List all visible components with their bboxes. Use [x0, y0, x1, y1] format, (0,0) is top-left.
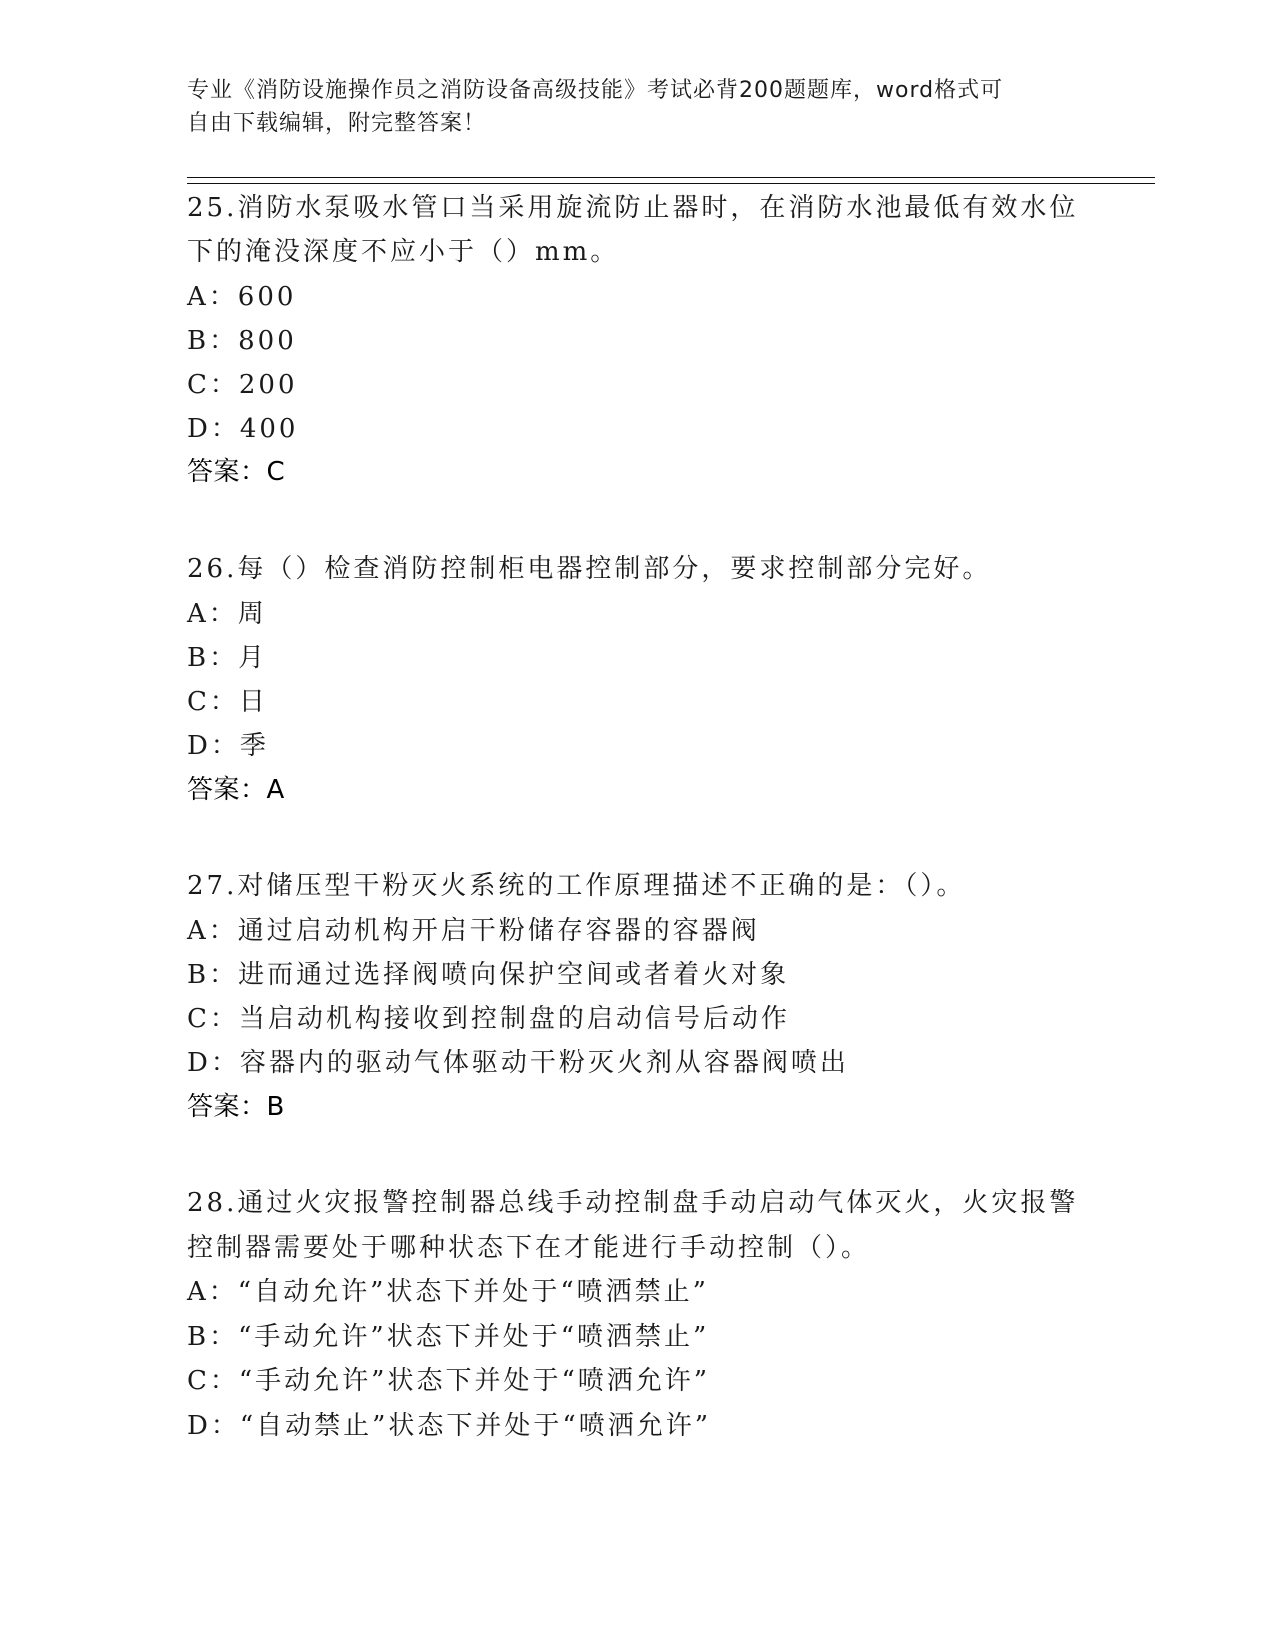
question-stem: 27.对储压型干粉灭火系统的工作原理描述不正确的是：（）。: [187, 871, 966, 901]
option-b: B：800: [187, 326, 297, 356]
option-b: B：月: [187, 643, 268, 673]
option-b: B：“手动允许”状态下并处于“喷洒禁止”: [187, 1322, 710, 1352]
question-stem: 26.每（）检查消防控制柜电器控制部分，要求控制部分完好。: [187, 554, 992, 584]
question-stem: 25.消防水泵吸水管口当采用旋流防止器时，在消防水池最低有效水位: [187, 193, 1079, 223]
question-stem: 控制器需要处于哪种状态下在才能进行手动控制（）。: [187, 1233, 871, 1263]
option-d: D：400: [187, 414, 299, 444]
option-c: C：“手动允许”状态下并处于“喷洒允许”: [187, 1366, 711, 1396]
question-stem: 下的淹没深度不应小于（）mm。: [187, 237, 620, 267]
option-c: C：日: [187, 687, 268, 717]
option-c: C：200: [187, 370, 298, 400]
option-a: A：通过启动机构开启干粉储存容器的容器阀: [187, 916, 760, 946]
header-line-1: 专业《消防设施操作员之消防设备高级技能》考试必背200题题库，word格式可: [187, 78, 1004, 103]
option-c: C：当启动机构接收到控制盘的启动信号后动作: [187, 1004, 790, 1034]
document-header: [187, 74, 1087, 140]
answer: 答案：C: [187, 457, 286, 487]
option-d: D：容器内的驱动气体驱动干粉灭火剂从容器阀喷出: [187, 1048, 849, 1078]
answer: 答案：A: [187, 775, 285, 805]
header-divider-bottom: [187, 183, 1155, 184]
option-d: D：季: [187, 731, 269, 761]
question-stem: 28.通过火灾报警控制器总线手动控制盘手动启动气体灭火，火灾报警: [187, 1188, 1079, 1218]
option-b: B：进而通过选择阀喷向保护空间或者着火对象: [187, 960, 790, 990]
option-d: D：“自动禁止”状态下并处于“喷洒允许”: [187, 1411, 712, 1441]
header-line-2: 自由下载编辑，附完整答案！: [187, 111, 487, 136]
answer: 答案：B: [187, 1092, 285, 1122]
option-a: A：周: [187, 599, 267, 629]
header-divider-top: [187, 177, 1155, 178]
option-a: A：“自动允许”状态下并处于“喷洒禁止”: [187, 1277, 709, 1307]
option-a: A：600: [187, 282, 297, 312]
